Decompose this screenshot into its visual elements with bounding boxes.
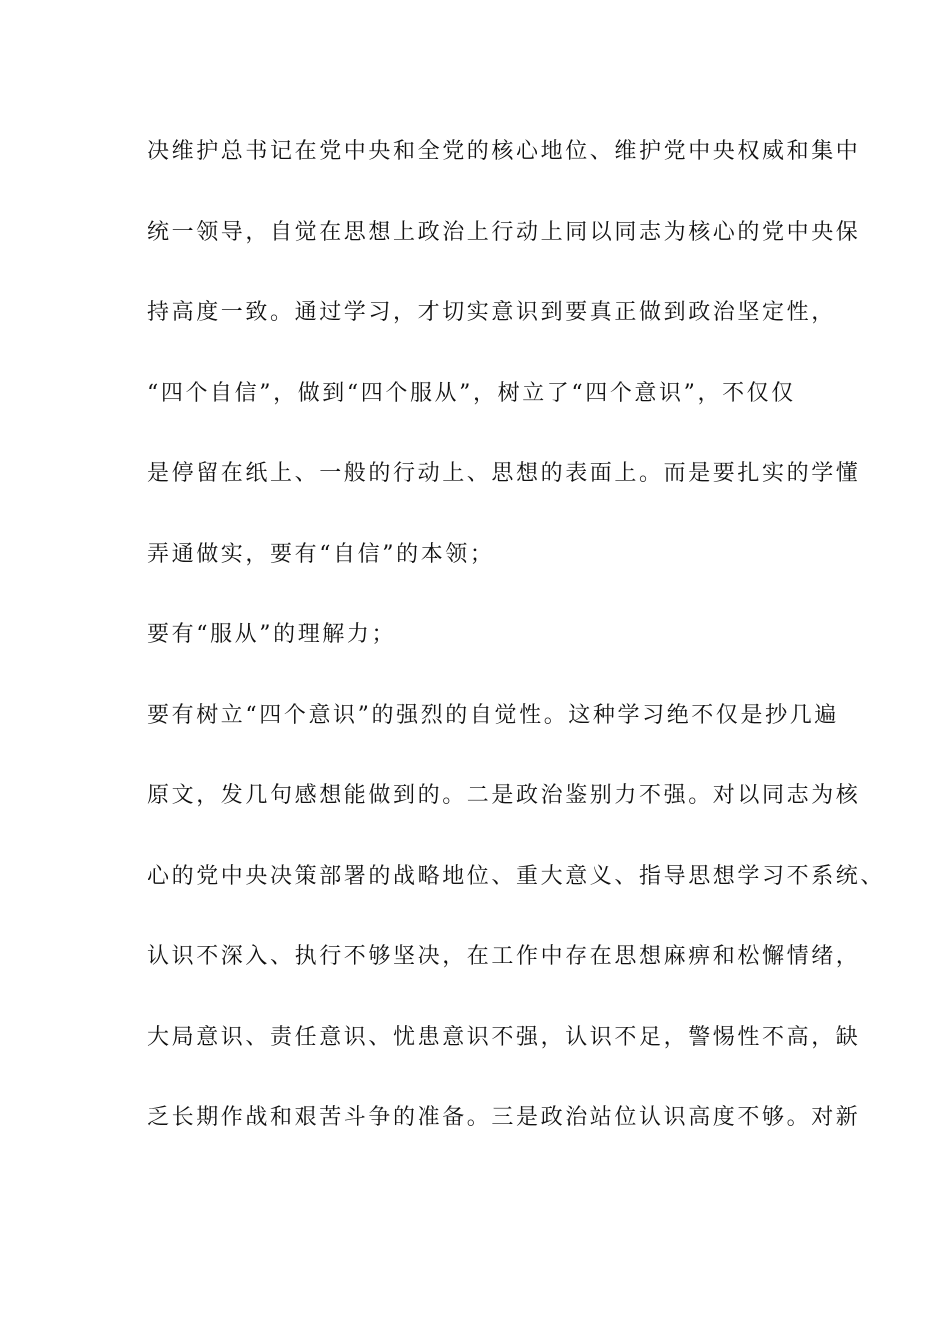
text-line-13: 乏长期作战和艰苦斗争的准备。三是政治站位认识高度不够。对新 <box>147 1105 861 1130</box>
text-line-2: 统一领导，自觉在思想上政治上行动上同以同志为核心的党中央保 <box>147 219 861 245</box>
text-line-12: 大局意识、责任意识、忧患意识不强，认识不足，警惕性不高，缺 <box>147 1024 861 1050</box>
text-line-8: 要有树立“四个意识”的强烈的自觉性。这种学习绝不仅是抄几遍 <box>147 702 839 728</box>
text-line-11: 认识不深入、执行不够坚决，在工作中存在思想麻痹和松懈情绪， <box>147 944 861 969</box>
text-line-5: 是停留在纸上、一般的行动上、思想的表面上。而是要扎实的学懂 <box>147 461 861 486</box>
text-line-7: 要有“服从”的理解力； <box>147 622 397 647</box>
text-line-1: 决维护总书记在党中央和全党的核心地位、维护党中央权威和集中 <box>147 139 861 164</box>
text-line-10: 心的党中央决策部署的战略地位、重大意义、指导思想学习不系统、 <box>147 863 886 889</box>
text-line-9: 原文，发几句感想能做到的。二是政治鉴别力不强。对以同志为核 <box>147 783 861 808</box>
body-text <box>147 128 886 1175</box>
text-line-6: 弄通做实，要有“自信”的本领； <box>147 541 495 567</box>
text-line-4: “四个自信”，做到“四个服从”，树立了“四个意识”，不仅仅 <box>147 380 796 406</box>
text-line-3: 持高度一致。通过学习，才切实意识到要真正做到政治坚定性， <box>147 300 836 325</box>
